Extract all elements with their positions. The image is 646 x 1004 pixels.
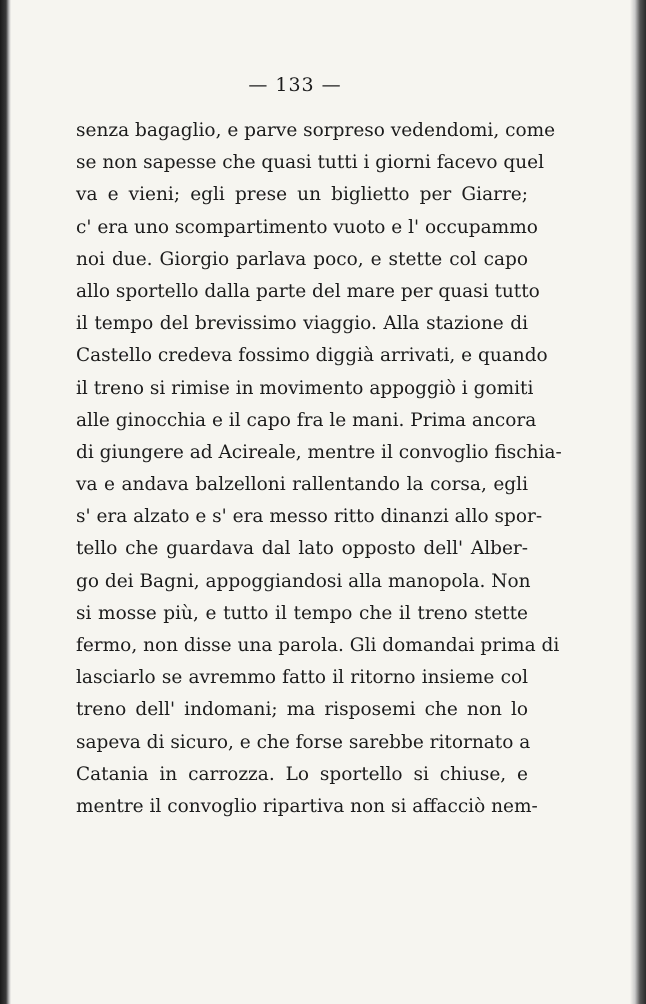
text-line: noi due. Giorgio parlava poco, e stette col capo <box>76 248 528 270</box>
text-line: tello che guardava dal lato opposto dell' Alber- <box>76 538 528 560</box>
text-line: go dei Bagni, appoggiandosi alla manopola. Non <box>76 570 531 592</box>
text-line: di giungere ad Acireale, mentre il convoglio fischia- <box>76 441 562 463</box>
text-line: mentre il convoglio ripartiva non si affacciò nem- <box>76 795 538 817</box>
text-line: se non sapesse che quasi tutti i giorni facevo quel <box>76 152 545 174</box>
text-line: Castello credeva fossimo diggià arrivati, e quando <box>76 345 548 367</box>
text-line: treno dell' indomani; ma risposemi che non lo <box>76 699 528 721</box>
text-line: va e andava balzelloni rallentando la corsa, egli <box>76 474 528 496</box>
text-line: lasciarlo se avremmo fatto il ritorno insieme col <box>76 667 528 689</box>
page-number: — 133 — <box>248 74 342 96</box>
text-line: sapeva di sicuro, e che forse sarebbe ritornato a <box>76 731 531 753</box>
text-line: Catania in carrozza. Lo sportello si chiuse, e <box>76 763 528 785</box>
text-line: allo sportello dalla parte del mare per quasi tutto <box>76 280 540 302</box>
text-line: c' era uno scompartimento vuoto e l' occupammo <box>76 216 538 238</box>
text-line: va e vieni; egli prese un biglietto per Giarre; <box>76 184 528 206</box>
text-line: si mosse più, e tutto il tempo che il treno stette <box>76 602 528 624</box>
text-line: fermo, non disse una parola. Gli domandai prima di <box>76 635 560 656</box>
text-line: senza bagaglio, e parve sorpreso vedendomi, come <box>76 120 556 141</box>
text-line: il tempo del brevissimo viaggio. Alla stazione di <box>76 313 528 335</box>
body-text <box>76 115 562 823</box>
text-line: il treno si rimise in movimento appoggiò i gomiti <box>76 377 534 399</box>
text-line: alle ginocchia e il capo fra le mani. Prima ancora <box>76 409 537 431</box>
text-line: s' era alzato e s' era messo ritto dinanzi allo spor- <box>76 506 543 528</box>
